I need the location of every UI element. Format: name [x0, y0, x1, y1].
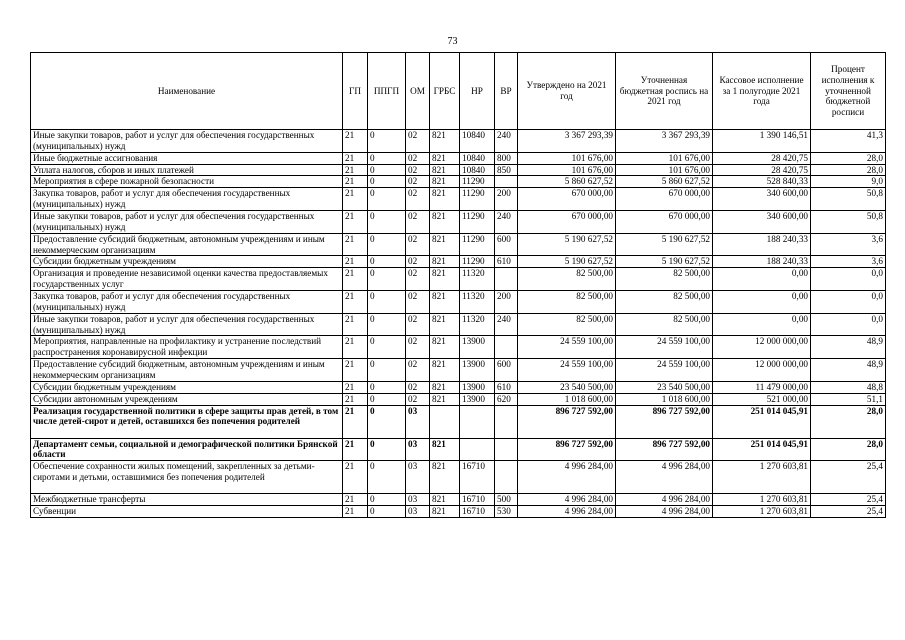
cell-cash: 528 840,33	[713, 176, 811, 188]
cell-vr: 240	[495, 313, 518, 336]
cell-approved: 4 996 284,00	[518, 506, 616, 518]
table-row	[31, 188, 886, 211]
cell-gp: 21	[343, 359, 368, 382]
cell-grbs: 821	[430, 494, 460, 506]
table-row	[31, 336, 886, 359]
cell-approved: 5 190 627,52	[518, 233, 616, 256]
cell-grbs: 821	[430, 291, 460, 314]
cell-gp: 21	[343, 211, 368, 234]
cell-ppgp: 0	[368, 164, 406, 176]
cell-name: Иные закупки товаров, работ и услуг для обеспечения государственных (муниципальных) нужд	[31, 211, 343, 234]
cell-gp: 21	[343, 461, 368, 494]
cell-vr: 200	[495, 291, 518, 314]
cell-nr: 10840	[460, 164, 495, 176]
cell-vr: 530	[495, 506, 518, 518]
cell-approved: 670 000,00	[518, 211, 616, 234]
cell-cash: 251 014 045,91	[713, 438, 811, 461]
cell-percent: 28,0	[811, 152, 886, 164]
cell-grbs: 821	[430, 268, 460, 291]
cell-percent: 28,0	[811, 405, 886, 438]
table-row	[31, 506, 886, 518]
cell-approved: 101 676,00	[518, 152, 616, 164]
cell-name: Закупка товаров, работ и услуг для обеспечения государственных (муниципальных) нужд	[31, 291, 343, 314]
cell-grbs: 821	[430, 152, 460, 164]
cell-name: Иные бюджетные ассигнования	[31, 152, 343, 164]
table-row	[31, 494, 886, 506]
cell-vr	[495, 268, 518, 291]
cell-grbs: 821	[430, 256, 460, 268]
cell-om: 02	[406, 313, 430, 336]
header-nr: НР	[460, 53, 495, 130]
cell-om: 02	[406, 233, 430, 256]
cell-gp: 21	[343, 313, 368, 336]
table-row	[31, 461, 886, 494]
cell-refined: 5 860 627,52	[616, 176, 713, 188]
cell-approved: 82 500,00	[518, 268, 616, 291]
cell-percent: 48,9	[811, 359, 886, 382]
cell-percent: 3,6	[811, 233, 886, 256]
cell-vr	[495, 405, 518, 438]
cell-name: Иные закупки товаров, работ и услуг для обеспечения государственных (муниципальных) нужд	[31, 313, 343, 336]
cell-approved: 5 860 627,52	[518, 176, 616, 188]
cell-ppgp: 0	[368, 188, 406, 211]
cell-nr: 13900	[460, 359, 495, 382]
cell-nr: 11290	[460, 256, 495, 268]
cell-grbs: 821	[430, 233, 460, 256]
cell-percent: 48,9	[811, 336, 886, 359]
cell-cash: 1 270 603,81	[713, 461, 811, 494]
cell-vr	[495, 336, 518, 359]
cell-refined: 4 996 284,00	[616, 494, 713, 506]
cell-approved: 1 018 600,00	[518, 393, 616, 405]
cell-om: 02	[406, 336, 430, 359]
cell-grbs: 821	[430, 359, 460, 382]
cell-ppgp: 0	[368, 359, 406, 382]
cell-gp: 21	[343, 405, 368, 438]
cell-approved: 896 727 592,00	[518, 405, 616, 438]
cell-om: 02	[406, 130, 430, 153]
cell-vr	[495, 176, 518, 188]
cell-vr: 240	[495, 211, 518, 234]
cell-vr: 600	[495, 359, 518, 382]
cell-name: Межбюджетные трансферты	[31, 494, 343, 506]
cell-gp: 21	[343, 438, 368, 461]
cell-cash: 340 600,00	[713, 188, 811, 211]
cell-gp: 21	[343, 256, 368, 268]
cell-om: 02	[406, 256, 430, 268]
cell-grbs: 821	[430, 211, 460, 234]
cell-cash: 251 014 045,91	[713, 405, 811, 438]
cell-nr: 10840	[460, 152, 495, 164]
cell-om: 02	[406, 211, 430, 234]
cell-percent: 0,0	[811, 268, 886, 291]
table-body	[31, 130, 886, 518]
budget-execution-table	[30, 52, 886, 518]
cell-grbs: 821	[430, 381, 460, 393]
cell-name: Иные закупки товаров, работ и услуг для обеспечения государственных (муниципальных) нужд	[31, 130, 343, 153]
table-row	[31, 393, 886, 405]
cell-name: Субсидии бюджетным учреждениям	[31, 256, 343, 268]
cell-refined: 5 190 627,52	[616, 233, 713, 256]
cell-gp: 21	[343, 393, 368, 405]
cell-gp: 21	[343, 152, 368, 164]
cell-refined: 101 676,00	[616, 164, 713, 176]
cell-name: Предоставление субсидий бюджетным, автономным учреждениям и иным некоммерческим организациям	[31, 359, 343, 382]
cell-nr: 13900	[460, 336, 495, 359]
cell-nr: 11290	[460, 233, 495, 256]
cell-name: Уплата налогов, сборов и иных платежей	[31, 164, 343, 176]
cell-gp: 21	[343, 164, 368, 176]
table-row	[31, 405, 886, 438]
table-row	[31, 313, 886, 336]
cell-ppgp: 0	[368, 336, 406, 359]
cell-vr: 610	[495, 256, 518, 268]
cell-om: 03	[406, 461, 430, 494]
cell-gp: 21	[343, 336, 368, 359]
cell-cash: 12 000 000,00	[713, 359, 811, 382]
cell-gp: 21	[343, 233, 368, 256]
header-approved: Утверждено на 2021 год	[518, 53, 616, 130]
table-row	[31, 291, 886, 314]
cell-refined: 24 559 100,00	[616, 336, 713, 359]
cell-gp: 21	[343, 268, 368, 291]
table-row	[31, 233, 886, 256]
header-ppgp: ППГП	[368, 53, 406, 130]
cell-cash: 0,00	[713, 291, 811, 314]
cell-ppgp: 0	[368, 438, 406, 461]
cell-refined: 670 000,00	[616, 211, 713, 234]
cell-name: Закупка товаров, работ и услуг для обеспечения государственных (муниципальных) нужд	[31, 188, 343, 211]
cell-percent: 48,8	[811, 381, 886, 393]
cell-gp: 21	[343, 130, 368, 153]
cell-refined: 896 727 592,00	[616, 438, 713, 461]
cell-name: Предоставление субсидий бюджетным, автономным учреждениям и иным некоммерческим организациям	[31, 233, 343, 256]
table-row	[31, 268, 886, 291]
cell-refined: 4 996 284,00	[616, 506, 713, 518]
cell-ppgp: 0	[368, 130, 406, 153]
cell-refined: 82 500,00	[616, 291, 713, 314]
cell-cash: 0,00	[713, 313, 811, 336]
cell-name: Субсидии бюджетным учреждениям	[31, 381, 343, 393]
cell-approved: 24 559 100,00	[518, 336, 616, 359]
cell-ppgp: 0	[368, 268, 406, 291]
cell-cash: 1 270 603,81	[713, 506, 811, 518]
cell-om: 02	[406, 359, 430, 382]
cell-refined: 4 996 284,00	[616, 461, 713, 494]
cell-refined: 3 367 293,39	[616, 130, 713, 153]
cell-cash: 1 270 603,81	[713, 494, 811, 506]
table-row	[31, 359, 886, 382]
cell-percent: 0,0	[811, 291, 886, 314]
cell-gp: 21	[343, 494, 368, 506]
cell-refined: 23 540 500,00	[616, 381, 713, 393]
cell-gp: 21	[343, 291, 368, 314]
cell-grbs: 821	[430, 461, 460, 494]
cell-vr: 500	[495, 494, 518, 506]
cell-om: 02	[406, 176, 430, 188]
table-row	[31, 211, 886, 234]
cell-cash: 1 390 146,51	[713, 130, 811, 153]
cell-name: Обеспечение сохранности жилых помещений, закрепленных за детьми-сиротами и детьми, оставшимися без попечения родителей	[31, 461, 343, 494]
cell-percent: 3,6	[811, 256, 886, 268]
cell-cash: 12 000 000,00	[713, 336, 811, 359]
cell-om: 02	[406, 268, 430, 291]
cell-ppgp: 0	[368, 211, 406, 234]
cell-cash: 340 600,00	[713, 211, 811, 234]
cell-cash: 188 240,33	[713, 233, 811, 256]
cell-percent: 25,4	[811, 494, 886, 506]
cell-name: Мероприятия в сфере пожарной безопасности	[31, 176, 343, 188]
cell-nr: 13900	[460, 393, 495, 405]
cell-ppgp: 0	[368, 381, 406, 393]
cell-percent: 9,0	[811, 176, 886, 188]
cell-grbs: 821	[430, 130, 460, 153]
cell-approved: 82 500,00	[518, 313, 616, 336]
cell-refined: 896 727 592,00	[616, 405, 713, 438]
cell-approved: 82 500,00	[518, 291, 616, 314]
cell-approved: 24 559 100,00	[518, 359, 616, 382]
cell-name: Мероприятия, направленные на профилактику и устранение последствий распространения коронавирусной инфекции	[31, 336, 343, 359]
cell-vr: 240	[495, 130, 518, 153]
cell-ppgp: 0	[368, 393, 406, 405]
table-row	[31, 152, 886, 164]
cell-nr: 11320	[460, 291, 495, 314]
cell-nr: 13900	[460, 381, 495, 393]
cell-nr: 16710	[460, 494, 495, 506]
cell-cash: 188 240,33	[713, 256, 811, 268]
page-number: 73	[447, 36, 458, 47]
header-vr: ВР	[495, 53, 518, 130]
cell-grbs: 821	[430, 393, 460, 405]
cell-vr: 200	[495, 188, 518, 211]
cell-ppgp: 0	[368, 233, 406, 256]
cell-grbs: 821	[430, 313, 460, 336]
table-header	[31, 53, 886, 130]
cell-vr: 610	[495, 381, 518, 393]
table-row	[31, 164, 886, 176]
table-row	[31, 381, 886, 393]
table-row	[31, 256, 886, 268]
cell-percent: 50,8	[811, 188, 886, 211]
cell-ppgp: 0	[368, 152, 406, 164]
cell-om: 02	[406, 381, 430, 393]
header-gp: ГП	[343, 53, 368, 130]
cell-approved: 4 996 284,00	[518, 461, 616, 494]
cell-name: Департамент семьи, социальной и демографической политики Брянской области	[31, 438, 343, 461]
cell-percent: 41,3	[811, 130, 886, 153]
cell-gp: 21	[343, 506, 368, 518]
cell-om: 02	[406, 393, 430, 405]
cell-grbs	[430, 405, 460, 438]
cell-percent: 51,1	[811, 393, 886, 405]
header-grbs: ГРБС	[430, 53, 460, 130]
cell-cash: 11 479 000,00	[713, 381, 811, 393]
cell-refined: 670 000,00	[616, 188, 713, 211]
cell-om: 02	[406, 164, 430, 176]
cell-nr: 16710	[460, 461, 495, 494]
cell-gp: 21	[343, 176, 368, 188]
cell-approved: 23 540 500,00	[518, 381, 616, 393]
cell-om: 02	[406, 152, 430, 164]
header-name: Наименование	[31, 53, 343, 130]
cell-percent: 25,4	[811, 461, 886, 494]
cell-ppgp: 0	[368, 256, 406, 268]
cell-percent: 25,4	[811, 506, 886, 518]
table-row	[31, 130, 886, 153]
cell-cash: 0,00	[713, 268, 811, 291]
cell-om: 03	[406, 438, 430, 461]
cell-vr: 800	[495, 152, 518, 164]
cell-refined: 82 500,00	[616, 313, 713, 336]
header-om: ОМ	[406, 53, 430, 130]
cell-ppgp: 0	[368, 461, 406, 494]
cell-vr: 600	[495, 233, 518, 256]
cell-om: 03	[406, 506, 430, 518]
cell-percent: 28,0	[811, 438, 886, 461]
table-row	[31, 176, 886, 188]
cell-ppgp: 0	[368, 291, 406, 314]
cell-vr: 620	[495, 393, 518, 405]
cell-nr	[460, 405, 495, 438]
cell-refined: 101 676,00	[616, 152, 713, 164]
cell-approved: 5 190 627,52	[518, 256, 616, 268]
cell-gp: 21	[343, 188, 368, 211]
cell-approved: 3 367 293,39	[518, 130, 616, 153]
cell-refined: 5 190 627,52	[616, 256, 713, 268]
cell-nr: 11290	[460, 188, 495, 211]
cell-om: 02	[406, 188, 430, 211]
cell-refined: 82 500,00	[616, 268, 713, 291]
cell-approved: 896 727 592,00	[518, 438, 616, 461]
cell-cash: 521 000,00	[713, 393, 811, 405]
cell-grbs: 821	[430, 438, 460, 461]
cell-approved: 101 676,00	[518, 164, 616, 176]
cell-name: Субвенции	[31, 506, 343, 518]
header-cash: Кассовое исполнение за 1 полугодие 2021 года	[713, 53, 811, 130]
cell-percent: 0,0	[811, 313, 886, 336]
table-row	[31, 438, 886, 461]
cell-nr: 11290	[460, 176, 495, 188]
cell-nr: 10840	[460, 130, 495, 153]
cell-ppgp: 0	[368, 506, 406, 518]
cell-approved: 4 996 284,00	[518, 494, 616, 506]
cell-percent: 50,8	[811, 211, 886, 234]
cell-grbs: 821	[430, 336, 460, 359]
cell-refined: 1 018 600,00	[616, 393, 713, 405]
cell-om: 03	[406, 405, 430, 438]
cell-nr: 11320	[460, 268, 495, 291]
cell-nr: 11290	[460, 211, 495, 234]
cell-ppgp: 0	[368, 494, 406, 506]
cell-refined: 24 559 100,00	[616, 359, 713, 382]
cell-om: 02	[406, 291, 430, 314]
header-percent: Процент исполнения к уточненной бюджетной росписи	[811, 53, 886, 130]
cell-ppgp: 0	[368, 405, 406, 438]
cell-name: Организация и проведение независимой оценки качества предоставляемых государственных услуг	[31, 268, 343, 291]
cell-grbs: 821	[430, 506, 460, 518]
cell-nr: 11320	[460, 313, 495, 336]
cell-gp: 21	[343, 381, 368, 393]
cell-approved: 670 000,00	[518, 188, 616, 211]
cell-name: Субсидии автономным учреждениям	[31, 393, 343, 405]
cell-grbs: 821	[430, 176, 460, 188]
cell-vr	[495, 461, 518, 494]
cell-ppgp: 0	[368, 176, 406, 188]
header-refined: Уточненная бюджетная роспись на 2021 год	[616, 53, 713, 130]
cell-grbs: 821	[430, 188, 460, 211]
cell-vr: 850	[495, 164, 518, 176]
cell-cash: 28 420,75	[713, 152, 811, 164]
cell-grbs: 821	[430, 164, 460, 176]
cell-nr: 16710	[460, 506, 495, 518]
cell-vr	[495, 438, 518, 461]
cell-cash: 28 420,75	[713, 164, 811, 176]
cell-nr	[460, 438, 495, 461]
cell-om: 03	[406, 494, 430, 506]
cell-percent: 28,0	[811, 164, 886, 176]
cell-name: Реализация государственной политики в сфере защиты прав детей, в том числе детей-сирот и детей, оставшихся без попечения родителей	[31, 405, 343, 438]
cell-ppgp: 0	[368, 313, 406, 336]
